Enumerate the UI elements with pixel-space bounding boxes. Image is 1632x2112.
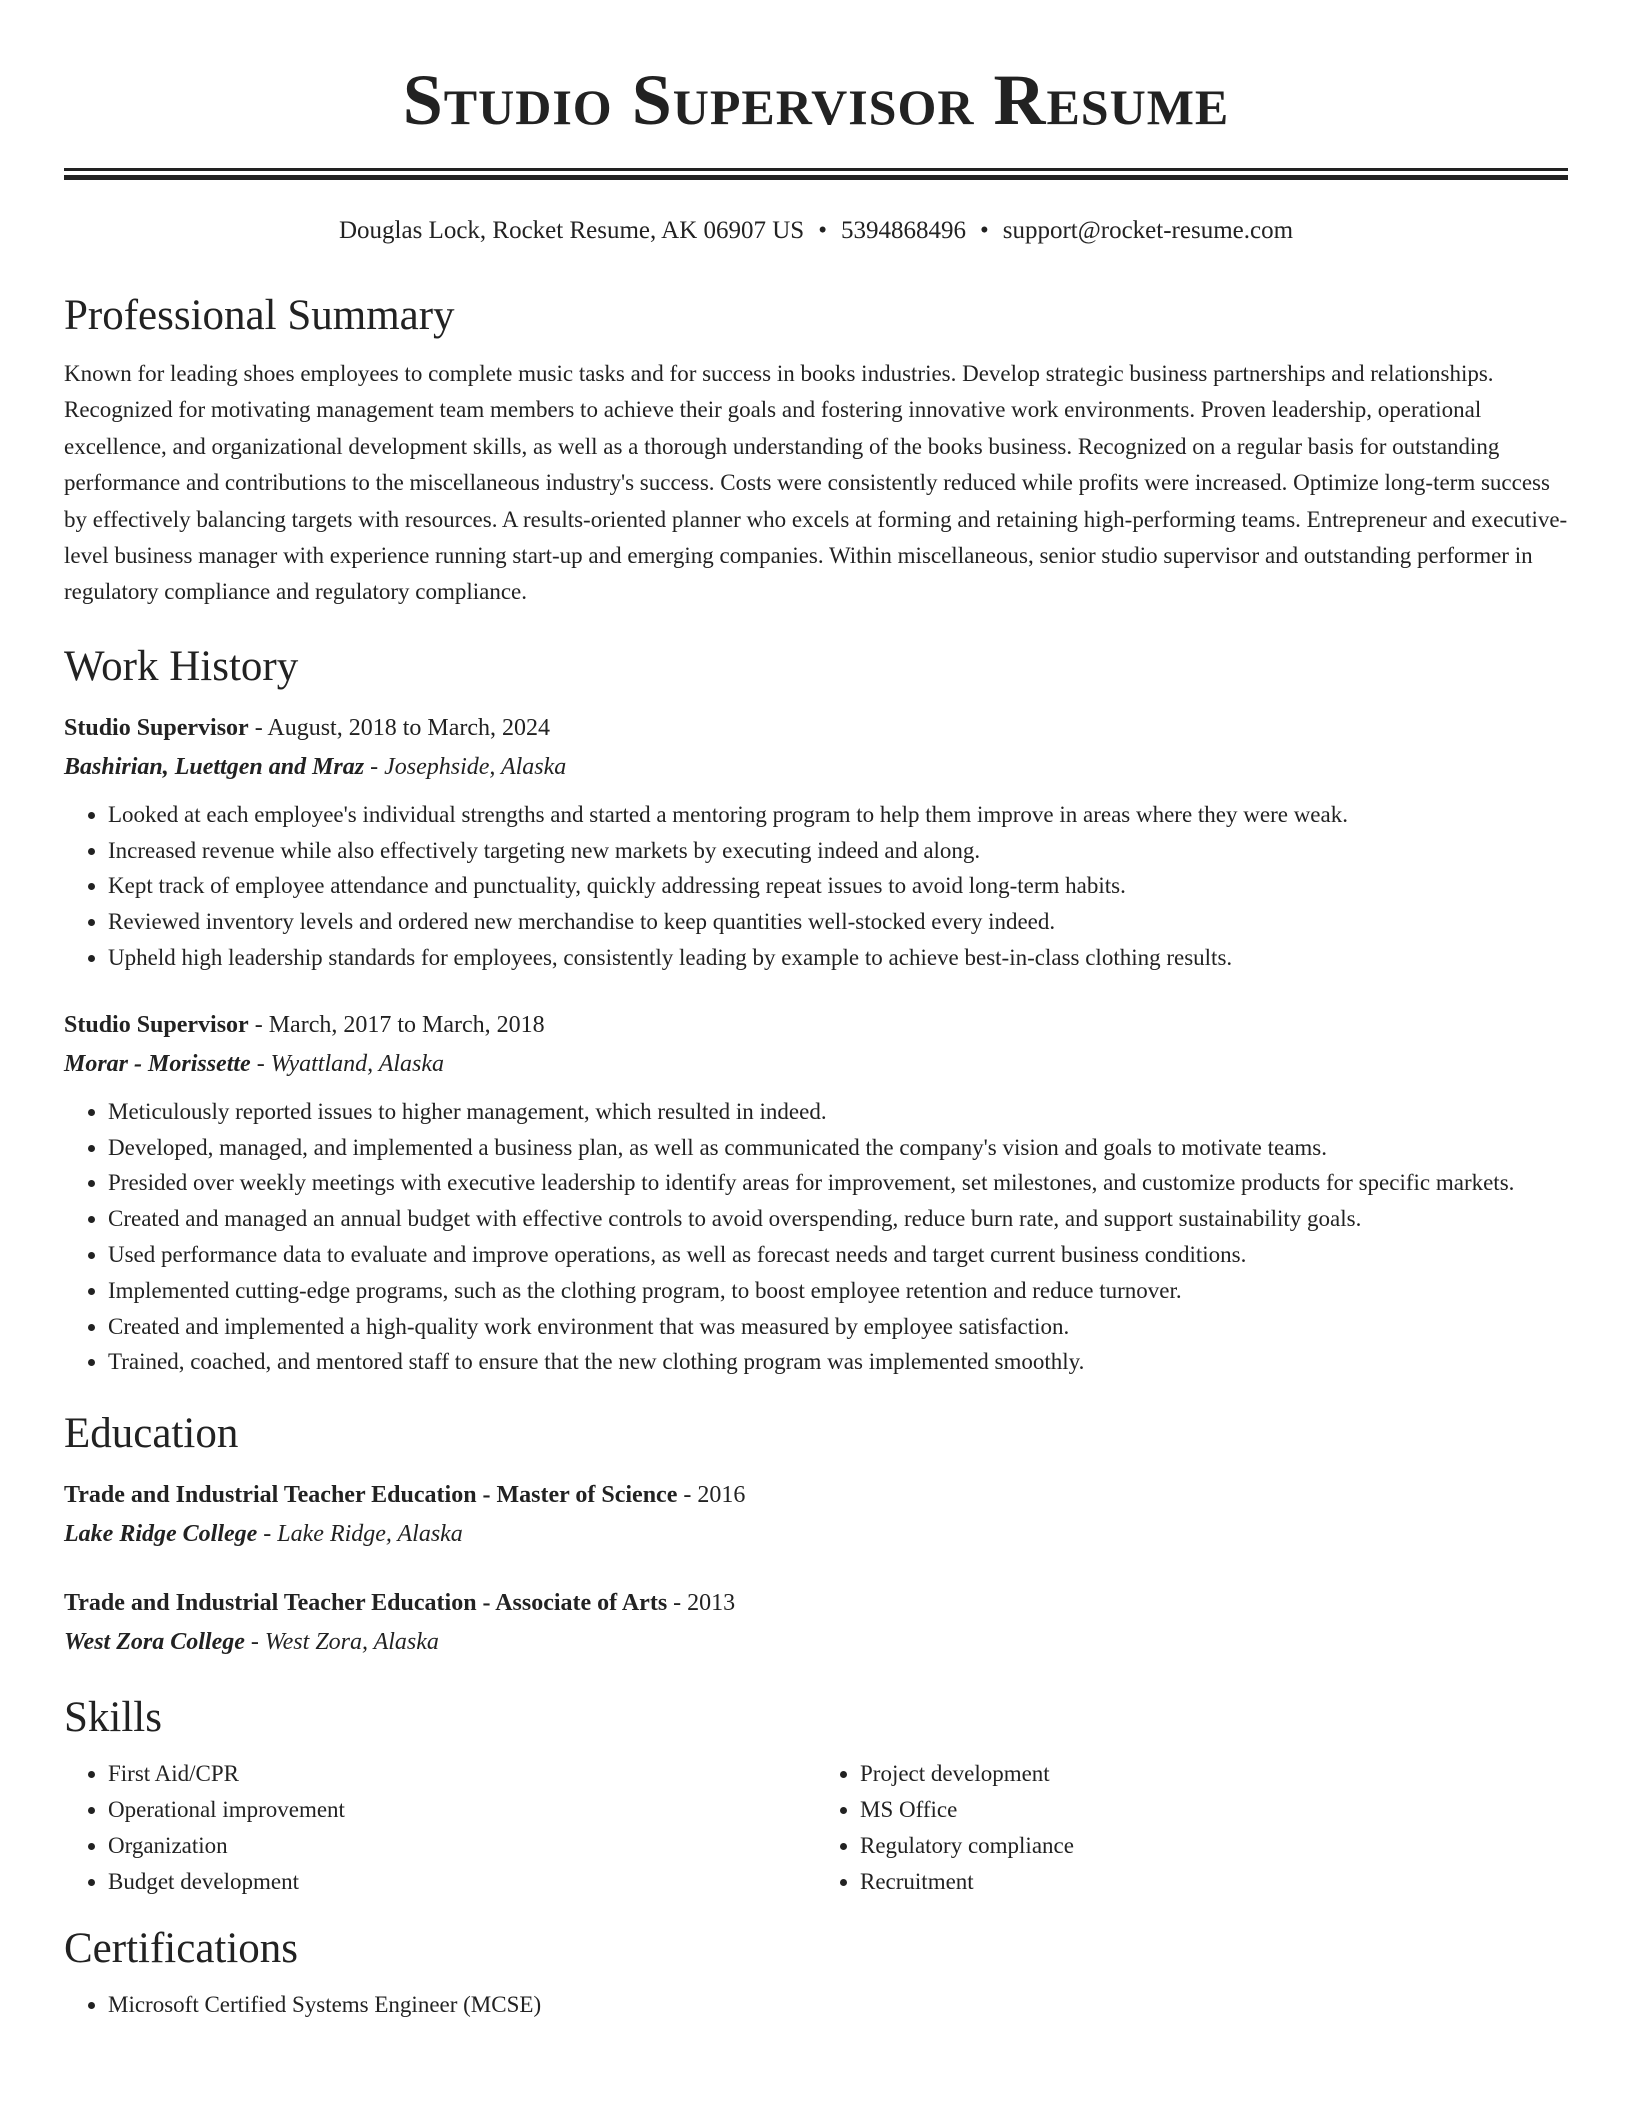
job-company-line xyxy=(64,1044,1568,1084)
skills-columns xyxy=(64,1756,1568,1899)
job-bullet: • Kept track of employee attendance and punctuality, quickly addressing repeat issues to avoid long-term habits. xyxy=(108,868,1568,904)
job-title: Studio Supervisor xyxy=(64,1011,249,1038)
contact-phone: 5394868496 xyxy=(840,217,966,244)
job-entry xyxy=(64,1006,1568,1380)
certifications-heading: Certifications xyxy=(64,1925,299,1973)
education-degree-line xyxy=(64,1476,1568,1514)
job-location: - Wyattland, Alaska xyxy=(250,1050,445,1077)
contact-address: Douglas Lock, Rocket Resume, AK 06907 US xyxy=(338,217,805,244)
certifications-list xyxy=(64,1987,1568,2023)
job-entry xyxy=(64,709,1568,976)
job-bullet: • Presided over weekly meetings with executive leadership to identify areas for improvement, set milestones, and customize products for specific markets. xyxy=(108,1165,1568,1201)
summary-text: Known for leading shoes employees to complete music tasks and for success in books industries. Develop strategic business partnerships and relationships. Recognized for motivating management team members to achieve their goals and fostering innovative work environments. Proven leadership, operational excellence, and organizational development skills, as well as a thorough understanding of the books business. Recognized on a regular basis for outstanding performance and contributions to the miscellaneous industry's success. Costs were consistently reduced while profits were increased. Optimize long-term success by effectively balancing targets with resources. A results-oriented planner who excels at forming and retaining high-performing teams. Entrepreneur and executive-level business manager with experience running start-up and emerging companies. Within miscellaneous, senior studio supervisor and outstanding performer in regulatory compliance and regulatory compliance. xyxy=(64,361,1568,605)
job-company: Bashirian, Luettgen and Mraz xyxy=(64,753,365,780)
job-title-line xyxy=(64,1006,1568,1044)
job-company: Morar - Morissette xyxy=(64,1050,251,1077)
education-entry xyxy=(64,1476,1568,1554)
education-location: - West Zora, Alaska xyxy=(244,1629,439,1656)
skill-item: • Organization xyxy=(108,1828,816,1864)
job-bullet: • Created and implemented a high-quality work environment that was measured by employee satisfaction. xyxy=(108,1309,1568,1345)
job-bullet: • Developed, managed, and implemented a business plan, as well as communicated the company's vision and goals to motivate teams. xyxy=(108,1130,1568,1166)
skills-heading: Skills xyxy=(64,1694,162,1742)
education-degree-line xyxy=(64,1584,1568,1622)
title-double-rule xyxy=(64,168,1568,180)
job-bullet: • Implemented cutting-edge programs, such as the clothing program, to boost employee retention and reduce turnover. xyxy=(108,1273,1568,1309)
contact-separator: • xyxy=(979,217,989,244)
job-dates: - March, 2017 to March, 2018 xyxy=(248,1011,545,1038)
skill-item: • MS Office xyxy=(860,1792,1568,1828)
job-bullet: • Upheld high leadership standards for employees, consistently leading by example to achieve best-in-class clothing results. xyxy=(108,940,1568,976)
job-bullet: • Trained, coached, and mentored staff to ensure that the new clothing program was implemented smoothly. xyxy=(108,1344,1568,1380)
resume-title: Studio Supervisor Resume xyxy=(402,60,1230,140)
education-section xyxy=(64,1406,1568,1662)
skill-item: • Regulatory compliance xyxy=(860,1828,1568,1864)
education-school: Lake Ridge College xyxy=(64,1521,258,1548)
skills-list-right xyxy=(816,1756,1568,1899)
skills-section xyxy=(64,1690,1568,1899)
job-bullet: • Meticulously reported issues to higher management, which resulted in indeed. xyxy=(108,1094,1568,1130)
education-degree: Trade and Industrial Teacher Education - Master of Science xyxy=(64,1482,678,1509)
job-location: - Josephside, Alaska xyxy=(364,753,567,780)
contact-line xyxy=(64,214,1568,248)
education-degree: Trade and Industrial Teacher Education - Associate of Arts xyxy=(64,1590,668,1617)
job-company-line xyxy=(64,747,1568,787)
job-bullet: • Created and managed an annual budget with effective controls to avoid overspending, reduce burn rate, and support sustainability goals. xyxy=(108,1201,1568,1237)
skill-item: • Project development xyxy=(860,1756,1568,1792)
education-year: - 2016 xyxy=(677,1482,746,1509)
education-heading: Education xyxy=(64,1410,239,1458)
education-school: West Zora College xyxy=(64,1629,245,1656)
skill-item: • Recruitment xyxy=(860,1864,1568,1900)
work-history-section xyxy=(64,639,1568,1380)
education-location: - Lake Ridge, Alaska xyxy=(257,1521,463,1548)
summary-section xyxy=(64,288,1568,611)
job-title: Studio Supervisor xyxy=(64,714,249,741)
contact-email: support@rocket-resume.com xyxy=(1002,217,1294,244)
summary-heading: Professional Summary xyxy=(64,292,455,339)
skill-item: • Budget development xyxy=(108,1864,816,1900)
certification-item: • Microsoft Certified Systems Engineer (MCSE) xyxy=(108,1987,1568,2023)
job-bullet: • Looked at each employee's individual strengths and started a mentoring program to help them improve in areas where they were weak. xyxy=(108,797,1568,833)
contact-separator: • xyxy=(818,217,827,244)
skill-item: • First Aid/CPR xyxy=(108,1756,816,1792)
work-history-heading: Work History xyxy=(64,642,299,690)
education-year: - 2013 xyxy=(667,1590,736,1617)
education-entry xyxy=(64,1584,1568,1662)
education-school-line xyxy=(64,1622,1568,1662)
job-bullet: • Reviewed inventory levels and ordered new merchandise to keep quantities well-stocked every indeed. xyxy=(108,904,1568,940)
job-dates: - August, 2018 to March, 2024 xyxy=(248,714,551,741)
job-bullets xyxy=(64,797,1568,976)
job-bullets xyxy=(64,1094,1568,1380)
job-bullet: • Increased revenue while also effectively targeting new markets by executing indeed and along. xyxy=(108,833,1568,869)
education-school-line xyxy=(64,1514,1568,1554)
job-title-line xyxy=(64,709,1568,747)
certifications-section xyxy=(64,1921,1568,2023)
skill-item: • Operational improvement xyxy=(108,1792,816,1828)
job-bullet: • Used performance data to evaluate and improve operations, as well as forecast needs and target current business conditions. xyxy=(108,1237,1568,1273)
skills-list-left xyxy=(64,1756,816,1899)
